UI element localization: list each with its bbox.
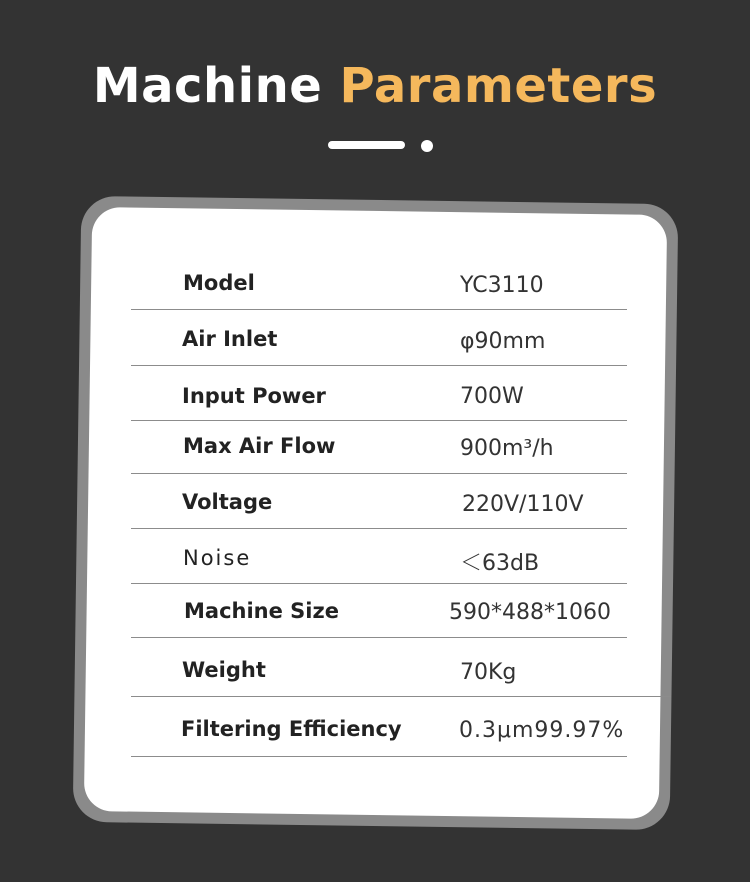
param-value: 70Kg: [460, 660, 517, 685]
row-divider: [131, 473, 627, 474]
param-row-noise: [0, 532, 750, 587]
param-value: 220V/110V: [462, 492, 584, 517]
param-label: Weight: [182, 658, 266, 682]
param-label: Model: [183, 271, 255, 295]
param-label: Max Air Flow: [183, 434, 336, 458]
param-label: Input Power: [182, 384, 326, 408]
row-divider: [131, 637, 627, 638]
row-divider: [131, 420, 627, 421]
row-divider: [131, 309, 627, 310]
param-value: φ90mm: [460, 329, 546, 354]
param-value: 700W: [460, 384, 524, 409]
param-label: Air Inlet: [182, 327, 278, 351]
page-title: [0, 52, 750, 120]
param-value: 900m³/h: [460, 436, 554, 461]
param-row-air-inlet: [0, 314, 750, 369]
row-divider: [131, 756, 627, 757]
row-divider: [131, 365, 627, 366]
param-value: 0.3μm99.97%: [459, 718, 625, 743]
param-value: YC3110: [460, 273, 544, 298]
title-part-white: Machine: [92, 58, 323, 114]
param-row-model: [0, 258, 750, 313]
param-label: Voltage: [182, 490, 273, 514]
row-divider: [131, 528, 627, 529]
param-value: 590*488*1060: [449, 600, 611, 625]
param-row-input-power: [0, 370, 750, 425]
decorative-dot: [421, 140, 433, 152]
param-label: Noise: [183, 546, 252, 570]
row-divider: [131, 696, 671, 697]
decorative-line: [328, 141, 405, 149]
row-divider: [131, 583, 627, 584]
param-row-max-air-flow: [0, 423, 750, 478]
param-row-weight: [0, 642, 750, 697]
param-label: Filtering Efficiency: [181, 717, 402, 741]
param-label: Machine Size: [184, 599, 339, 623]
param-row-voltage: [0, 476, 750, 531]
title-part-accent: Parameters: [339, 58, 658, 114]
param-value: ＜63dB: [460, 551, 540, 576]
param-row-filtering-efficiency: [0, 702, 750, 757]
param-row-machine-size: [0, 586, 750, 641]
